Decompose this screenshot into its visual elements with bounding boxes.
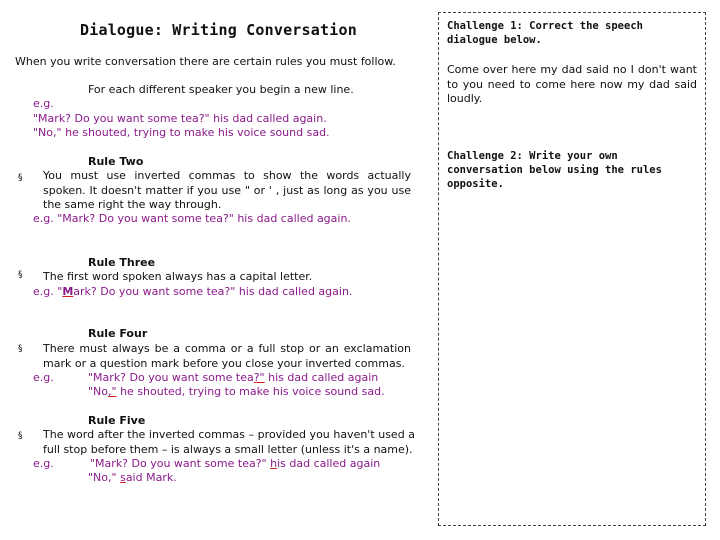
punctuation-highlight: ?" — [253, 371, 265, 384]
small-letter-highlight: s — [120, 471, 126, 484]
small-letter-highlight: h — [270, 457, 278, 470]
rule-three-heading: Rule Three — [88, 256, 156, 269]
rule-four-text: There must always be a comma or a full stop or an exclamation mark or a question mark before you close your inverted commas. — [43, 342, 411, 370]
rule-five-example-line2 — [88, 471, 177, 486]
rule-five-line1-a: "Mark? Do you want some tea?" — [90, 457, 271, 470]
rule-four-line2-a: "No — [88, 385, 109, 398]
rule-four-eg-label: e.g. — [33, 371, 54, 384]
rule-four-example-line2 — [88, 385, 385, 400]
rule-one-eg-label: e.g. — [33, 97, 54, 110]
rule-four-heading: Rule Four — [88, 327, 148, 340]
rule-three-example — [33, 285, 352, 300]
rule-five-heading: Rule Five — [88, 414, 146, 427]
rule-five-eg-label: e.g. — [33, 457, 54, 470]
rule-one-example-line2: "No," he shouted, trying to make his voice sound sad. — [33, 126, 330, 139]
rule-five-line2-a: "No," — [88, 471, 121, 484]
rule-three-bullet: § — [18, 270, 23, 280]
rule-one-example-line1: "Mark? Do you want some tea?" his dad called again. — [33, 111, 327, 125]
rule-three-eg-prefix: e.g. " — [33, 285, 63, 298]
capital-letter-highlight: M — [62, 285, 74, 298]
rule-three-text: The first word spoken always has a capital letter. — [43, 270, 313, 283]
rule-five-line2-c: aid Mark. — [125, 471, 177, 484]
rule-two-text: You must use inverted commas to show the words actually spoken. It doesn't matter if you use " or ' , just as long as you use the same right the way through. — [43, 169, 411, 211]
page-title: Dialogue: Writing Conversation — [80, 21, 357, 39]
challenge-one-label: Challenge 1: Correct the speech dialogue below. — [447, 20, 643, 46]
rule-five-line1-c: is dad called again — [277, 457, 381, 470]
punctuation-highlight: ," — [108, 385, 117, 398]
challenge-panel — [438, 12, 706, 526]
intro-text: When you write conversation there are certain rules you must follow. — [15, 55, 396, 68]
rule-one-text: For each different speaker you begin a new line. — [88, 83, 354, 96]
rule-four-line2-c: he shouted, trying to make his voice sound sad. — [116, 385, 385, 398]
rule-five-text: The word after the inverted commas – provided you haven't used a full stop before them – is always a small letter (unless it's a name). — [43, 428, 415, 456]
rule-three-eg-rest: ark? Do you want some tea?" his dad called again. — [73, 285, 353, 298]
rule-five-bullet: § — [18, 431, 23, 441]
rule-two-bullet: § — [18, 173, 23, 183]
challenge-two-label: Challenge 2: Write your own conversation below using the rules opposite. — [447, 150, 662, 190]
rule-four-bullet: § — [18, 344, 23, 354]
rule-two-example: e.g. "Mark? Do you want some tea?" his dad called again. — [33, 212, 351, 225]
rule-five-example-line1 — [90, 457, 380, 472]
rule-one-example — [33, 97, 330, 141]
rule-four-example-line1 — [88, 371, 378, 386]
rule-two-heading: Rule Two — [88, 155, 144, 168]
rule-four-line1-a: "Mark? Do you want some tea — [88, 371, 254, 384]
challenge-one-text: Come over here my dad said no I don't want to you need to come here now my dad said loudly. — [447, 63, 697, 105]
rule-four-line1-c: his dad called again — [264, 371, 379, 384]
